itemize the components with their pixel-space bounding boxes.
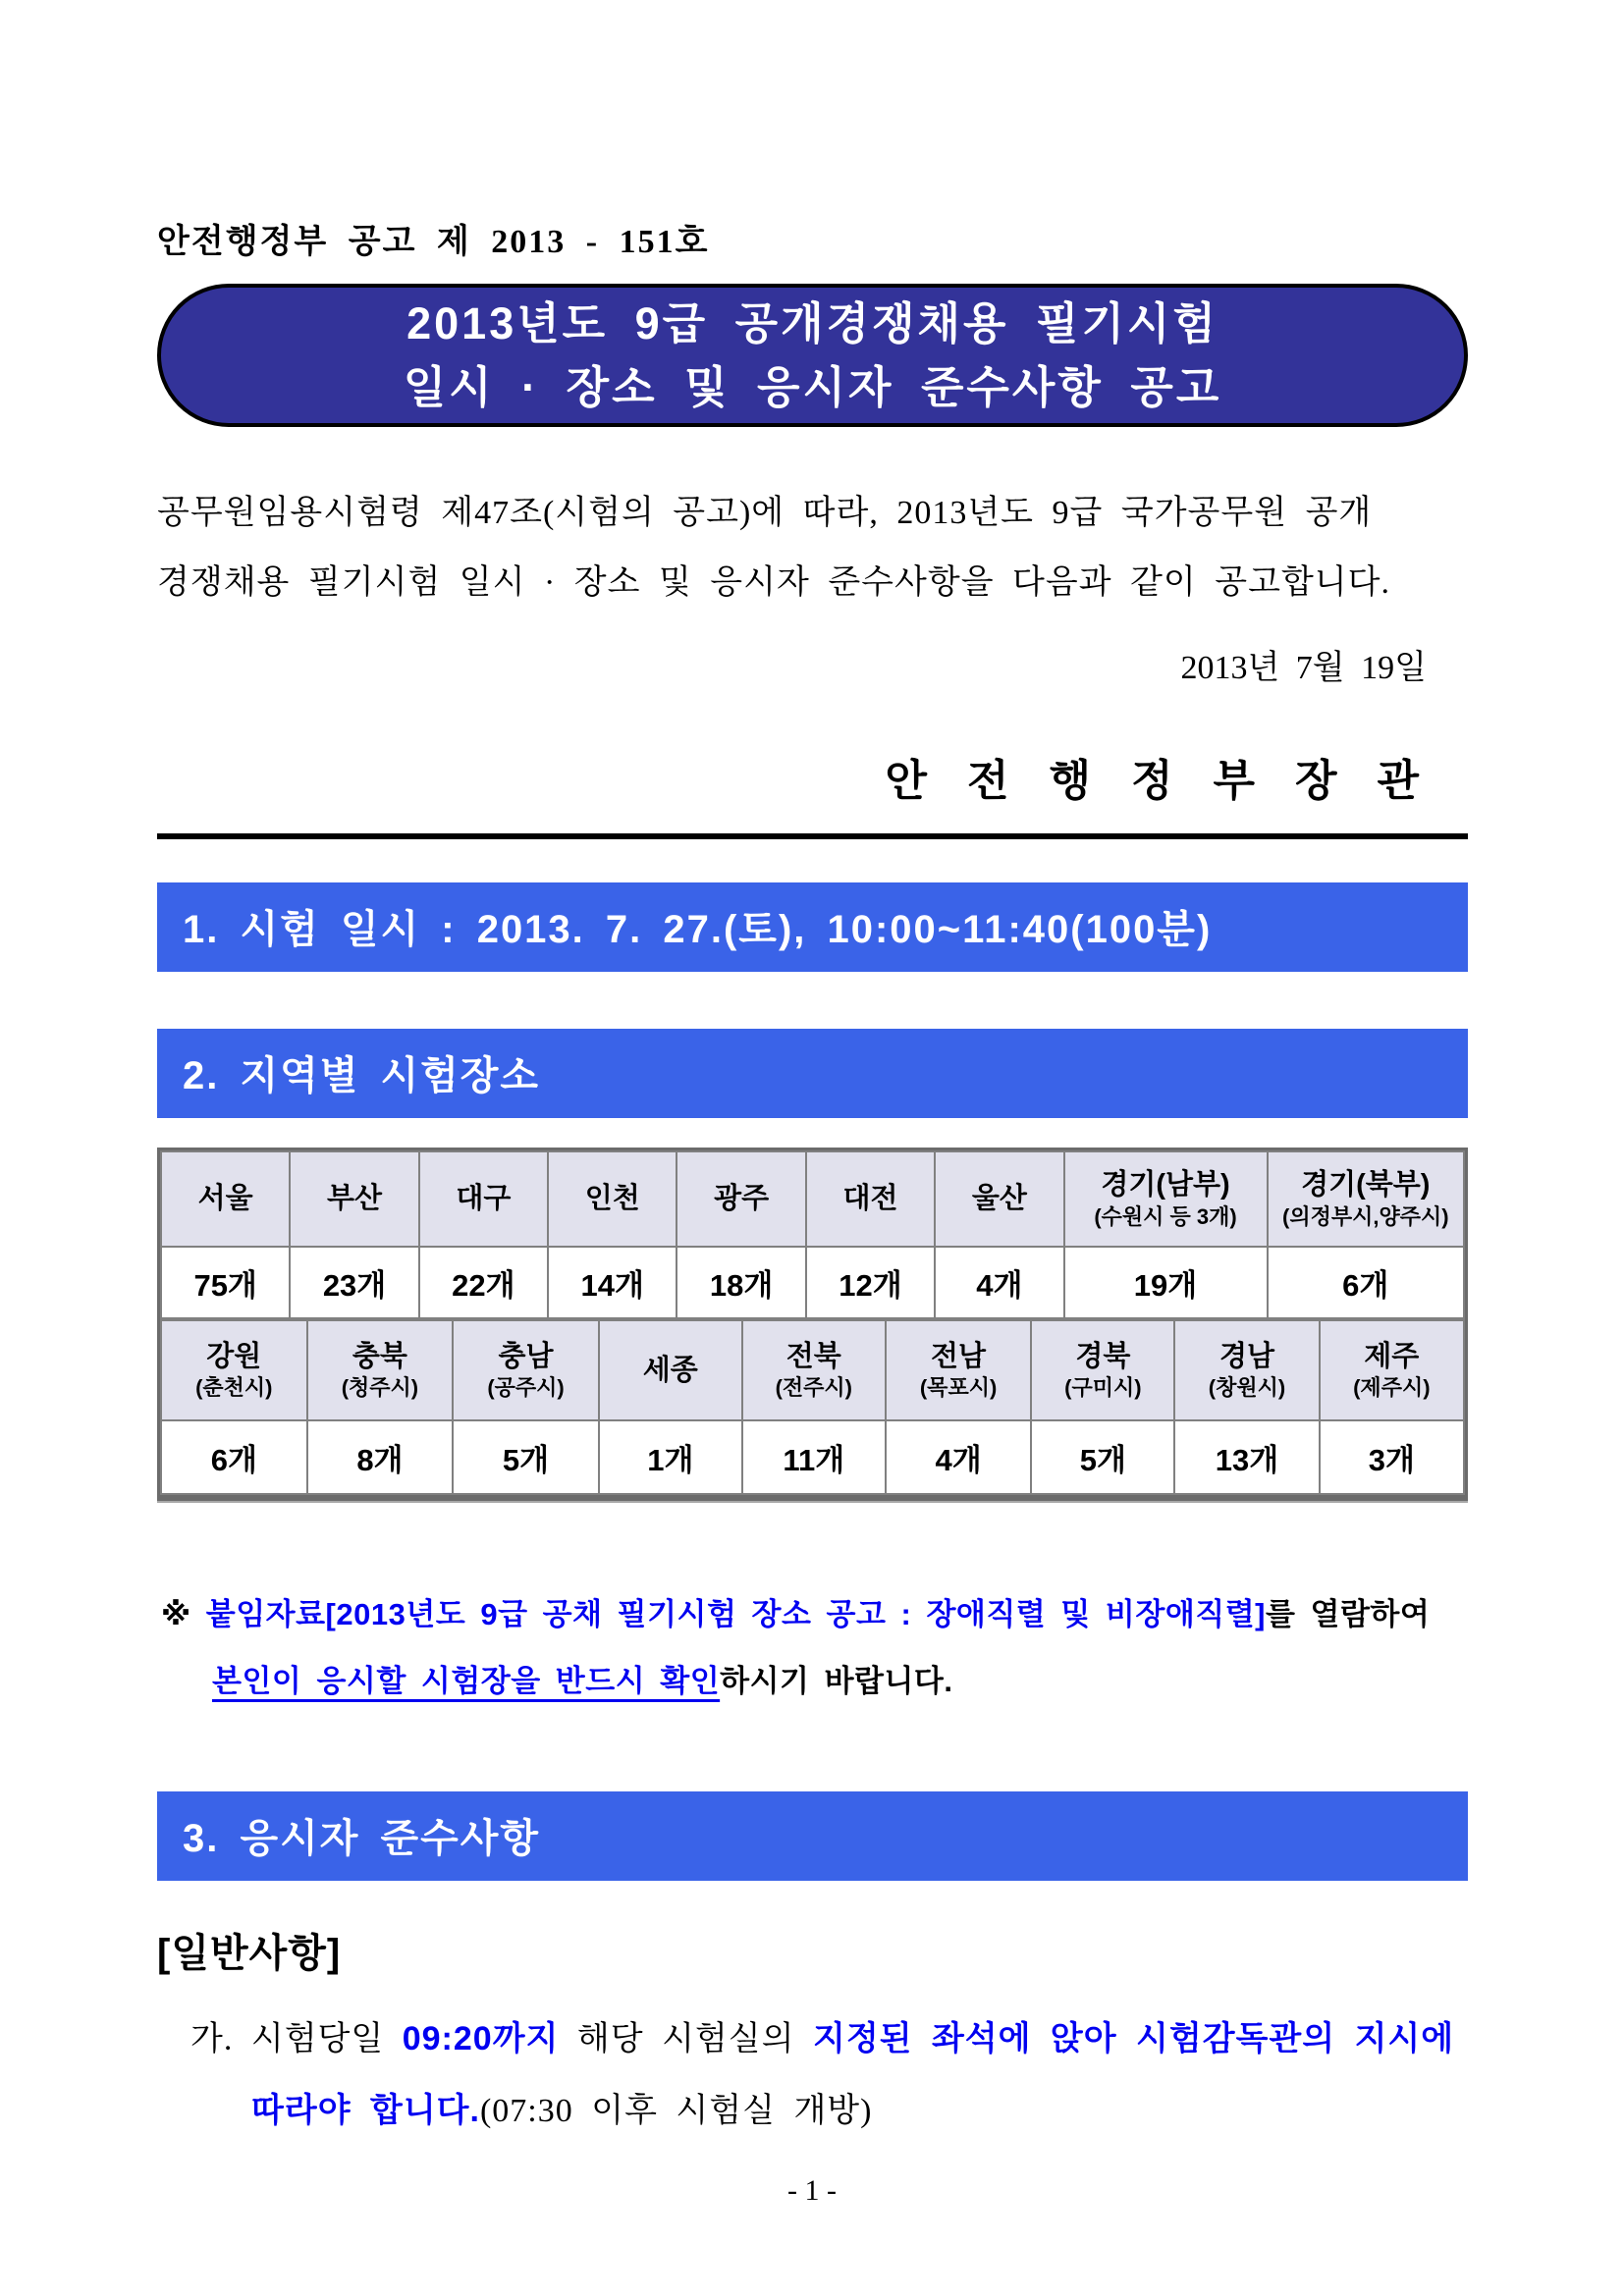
- attachment-note-line2: [161, 1648, 1464, 1715]
- region-count-cell: 4개: [886, 1420, 1032, 1494]
- region-header-cell: 경남 (창원시): [1174, 1320, 1319, 1420]
- region-header-cell: 경기(남부) (수원시 등 3개): [1064, 1151, 1268, 1247]
- title-banner: [157, 284, 1468, 427]
- title-banner-line1: 2013년도 9급 공개경쟁채용 필기시험: [406, 297, 1218, 348]
- horizontal-rule: [157, 833, 1468, 839]
- region-count-cell: 22개: [419, 1247, 548, 1318]
- intro-line1: 공무원임용시험령 제47조(시험의 공고)에 따라, 2013년도 9급 국가공무원 공개: [157, 495, 1373, 531]
- intro-line2: 경쟁채용 필기시험 일시 · 장소 및 응시자 준수사항을 다음과 같이 공고합니다.: [157, 564, 1390, 602]
- region-header-cell: 세종: [599, 1320, 742, 1420]
- region-header-cell: 서울: [161, 1151, 290, 1247]
- exam-locations-table: [157, 1148, 1468, 1501]
- exam-table-part1: [160, 1150, 1465, 1319]
- table-row: [161, 1151, 1464, 1247]
- region-header-cell: 충북 (청주시): [307, 1320, 454, 1420]
- region-header-cell: 대구: [419, 1151, 548, 1247]
- doc-number: 안전행정부 공고 제 2013 - 151호: [157, 224, 710, 260]
- region-header-cell: 울산: [935, 1151, 1063, 1247]
- region-count-cell: 1개: [599, 1420, 742, 1494]
- region-count-cell: 11개: [742, 1420, 886, 1494]
- minister-signature: 안 전 행 정 부 장 관: [885, 756, 1427, 805]
- region-count-cell: 5개: [1031, 1420, 1174, 1494]
- title-banner-line2: 일시 · 장소 및 응시자 준수사항 공고: [403, 362, 1222, 412]
- region-header-cell: 경기(북부) (의정부시,양주시): [1268, 1151, 1464, 1247]
- rule-item-time-emphasis: 09:20까지: [402, 2020, 560, 2058]
- rule-item-seat-emphasis: 지정된 좌석에 앉아 시험감독관의 지시에 따라야 합니다.: [251, 2020, 1455, 2130]
- region-count-cell: 13개: [1174, 1420, 1319, 1494]
- table-row: [161, 1247, 1464, 1318]
- region-header-cell: 광주: [677, 1151, 805, 1247]
- region-count-cell: 14개: [548, 1247, 677, 1318]
- region-header-cell: 인천: [548, 1151, 677, 1247]
- table-row: [161, 1420, 1464, 1494]
- rule-item-text: 가. 시험당일: [190, 2021, 403, 2058]
- region-count-cell: 6개: [161, 1420, 307, 1494]
- region-count-cell: 4개: [935, 1247, 1063, 1318]
- region-header-cell: 강원 (춘천시): [161, 1320, 307, 1420]
- region-header-cell: 부산: [290, 1151, 418, 1247]
- region-header-cell: 전북 (전주시): [742, 1320, 886, 1420]
- region-count-cell: 19개: [1064, 1247, 1268, 1318]
- rule-item-ga: [157, 2003, 1468, 2147]
- region-count-cell: 18개: [677, 1247, 805, 1318]
- attachment-note-line1: [161, 1581, 1464, 1648]
- region-count-cell: 5개: [453, 1420, 599, 1494]
- region-count-cell: 6개: [1268, 1247, 1464, 1318]
- region-header-cell: 전남 (목포시): [886, 1320, 1032, 1420]
- region-count-cell: 8개: [307, 1420, 454, 1494]
- announcement-date: 2013년 7월 19일: [1180, 649, 1427, 686]
- page-number: - 1 -: [787, 2174, 837, 2207]
- section-1-header: 1. 시험 일시 : 2013. 7. 27.(토), 10:00~11:40(100분): [157, 882, 1468, 972]
- attachment-note: [157, 1581, 1468, 1715]
- intro-paragraph: [157, 478, 1468, 618]
- section-3-header: 3. 응시자 준수사항: [157, 1791, 1468, 1881]
- region-header-cell: 경북 (구미시): [1031, 1320, 1174, 1420]
- attachment-note-black: 를 열람하여: [1265, 1596, 1431, 1631]
- attachment-title: 붙임자료[2013년도 9급 공채 필기시험 장소 공고 : 장애직렬 및 비장애직렬]: [205, 1596, 1266, 1631]
- section-2-header: 2. 지역별 시험장소: [157, 1029, 1468, 1118]
- region-count-cell: 75개: [161, 1247, 290, 1318]
- confirm-emphasis: 본인이 응시할 시험장을 반드시 확인: [212, 1663, 721, 1698]
- rule-item-text: (07:30 이후 시험실 개방): [479, 2093, 873, 2130]
- region-count-cell: 12개: [806, 1247, 935, 1318]
- confirm-black: 하시기 바랍니다.: [720, 1663, 953, 1698]
- rule-item-text: 해당 시험실의: [559, 2021, 813, 2058]
- general-rules-heading: [일반사항]: [157, 1932, 342, 1976]
- region-count-cell: 23개: [290, 1247, 418, 1318]
- region-header-cell: 대전: [806, 1151, 935, 1247]
- table-row: [161, 1320, 1464, 1420]
- exam-table-part2: [160, 1319, 1465, 1495]
- region-header-cell: 충남 (공주시): [453, 1320, 599, 1420]
- region-header-cell: 제주 (제주시): [1320, 1320, 1464, 1420]
- reference-marker: ※: [161, 1596, 206, 1631]
- region-count-cell: 3개: [1320, 1420, 1464, 1494]
